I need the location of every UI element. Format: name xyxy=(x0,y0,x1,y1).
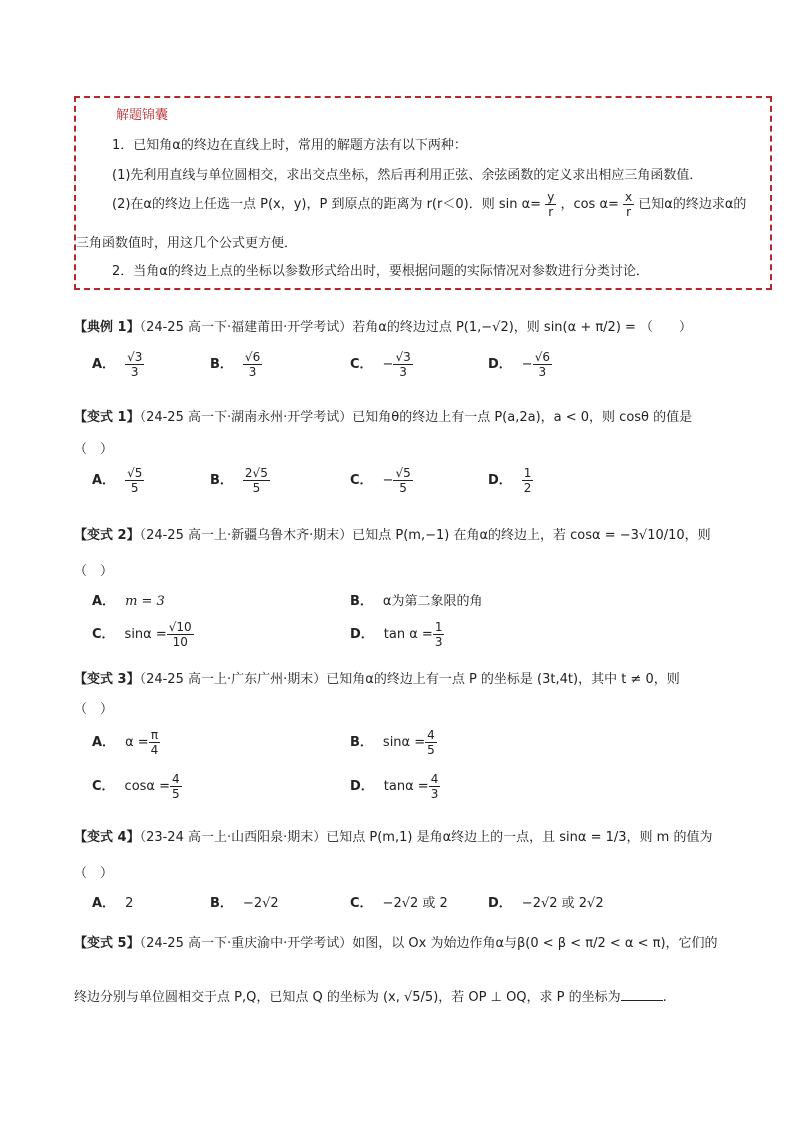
option-a[interactable]: A． m = 3 xyxy=(92,594,165,609)
option-c[interactable]: C． − $\frac{√3}{3}$ xyxy=(350,350,411,379)
option-a[interactable]: A． 2 xyxy=(92,896,134,911)
option-d[interactable]: D． tanα = $\frac{4}{3}$ xyxy=(350,772,439,801)
tips-line-3-a: (2)在α的终边上任选一点 P(x，y)，P 到原点的距离为 r(r＜0)．则 sin α= xyxy=(112,197,542,212)
question-4: 【变式 3】（24-25 高一上·广东广州·期末）已知角α的终边上有一点 P 的坐标是 (3t,4t)，其中 t ≠ 0，则 xyxy=(74,672,680,687)
option-a[interactable]: A． $\frac{√5}{5}$ xyxy=(92,466,143,495)
option-d[interactable]: D． $\frac{1}{2}$ xyxy=(488,466,532,495)
option-a[interactable]: A． $\frac{√3}{3}$ xyxy=(92,350,143,379)
option-b[interactable]: B． −2√2 xyxy=(210,896,279,911)
frac-x-over-r: $\frac{x}{r}$ xyxy=(625,190,633,219)
option-c[interactable]: C． cosα = $\frac{4}{5}$ xyxy=(92,772,180,801)
tips-line-3-c: 已知α的终边求α的 xyxy=(638,197,747,212)
option-b[interactable]: B． $\frac{√6}{3}$ xyxy=(210,350,261,379)
option-d[interactable]: D． −2√2 或 2√2 xyxy=(488,896,604,911)
option-b[interactable]: B． α为第二象限的角 xyxy=(350,594,483,609)
option-d[interactable]: D． tan α = $\frac{1}{3}$ xyxy=(350,620,443,649)
question-6: 【变式 5】（24-25 高一下·重庆渝中·开学考试）如图，以 Ox 为始边作角α与β(0 < β < π/2 < α < π)，它们的 xyxy=(74,936,718,951)
tips-line-3 xyxy=(112,190,746,219)
tips-line-1: 1．已知角α的终边在直线上时，常用的解题方法有以下两种： xyxy=(112,138,467,153)
tips-line-3-b: ，cos α= xyxy=(560,197,619,212)
answer-paren: （ ） xyxy=(74,442,114,457)
question-text: （24-25 高一下·福建莆田·开学考试）若角α的终边过点 P(1,−√2)，则 sin(α + π/2) = （ ） xyxy=(139,320,693,335)
answer-paren: （ ） xyxy=(74,564,114,579)
option-a[interactable]: A． α = $\frac{\pi}{4}$ xyxy=(92,728,159,757)
option-c[interactable]: C． −2√2 或 2 xyxy=(350,896,448,911)
question-2: 【变式 1】（24-25 高一下·湖南永州·开学考试）已知角θ的终边上有一点 P(a,2a)，a < 0，则 cosθ 的值是 xyxy=(74,410,693,425)
question-3: 【变式 2】（24-25 高一上·新疆乌鲁木齐·期末）已知点 P(m,−1) 在角α的终边上，若 cosα = −3√10/10，则 xyxy=(74,528,711,543)
option-c[interactable]: C． sinα = $\frac{√10}{10}$ xyxy=(92,620,192,649)
option-b[interactable]: B． $\frac{2√5}{5}$ xyxy=(210,466,268,495)
question-5: 【变式 4】（23-24 高一上·山西阳泉·期末）已知点 P(m,1) 是角α终边上的一点，且 sinα = 1/3，则 m 的值为 xyxy=(74,830,713,845)
tips-title: 解题锦囊 xyxy=(116,108,169,123)
tips-line-4: 三角函数值时，用这几个公式更方便． xyxy=(76,236,298,251)
question-6-line-2: 终边分别与单位圆相交于点 P,Q，已知点 Q 的坐标为 (x, √5/5)，若 OP ⊥ OQ，求 P 的坐标为 . xyxy=(74,990,667,1005)
option-d[interactable]: D． − $\frac{√6}{3}$ xyxy=(488,350,550,379)
option-b[interactable]: B． sinα = $\frac{4}{5}$ xyxy=(350,728,435,757)
answer-paren: （ ） xyxy=(74,866,114,881)
tips-line-5: 2．当角α的终边上点的坐标以参数形式给出时，要根据问题的实际情况对参数进行分类讨论． xyxy=(112,264,649,279)
answer-paren: （ ） xyxy=(74,702,114,717)
option-c[interactable]: C． − $\frac{√5}{5}$ xyxy=(350,466,411,495)
tips-line-2: (1)先利用直线与单位圆相交，求出交点坐标，然后再利用正弦、余弦函数的定义求出相应三角函数值． xyxy=(112,168,703,183)
frac-y-over-r: $\frac{y}{r}$ xyxy=(547,190,555,219)
tips-box xyxy=(74,96,772,290)
answer-blank[interactable] xyxy=(621,1000,663,1001)
question-1 xyxy=(74,316,692,335)
question-tag: 【典例 1】 xyxy=(74,320,140,335)
